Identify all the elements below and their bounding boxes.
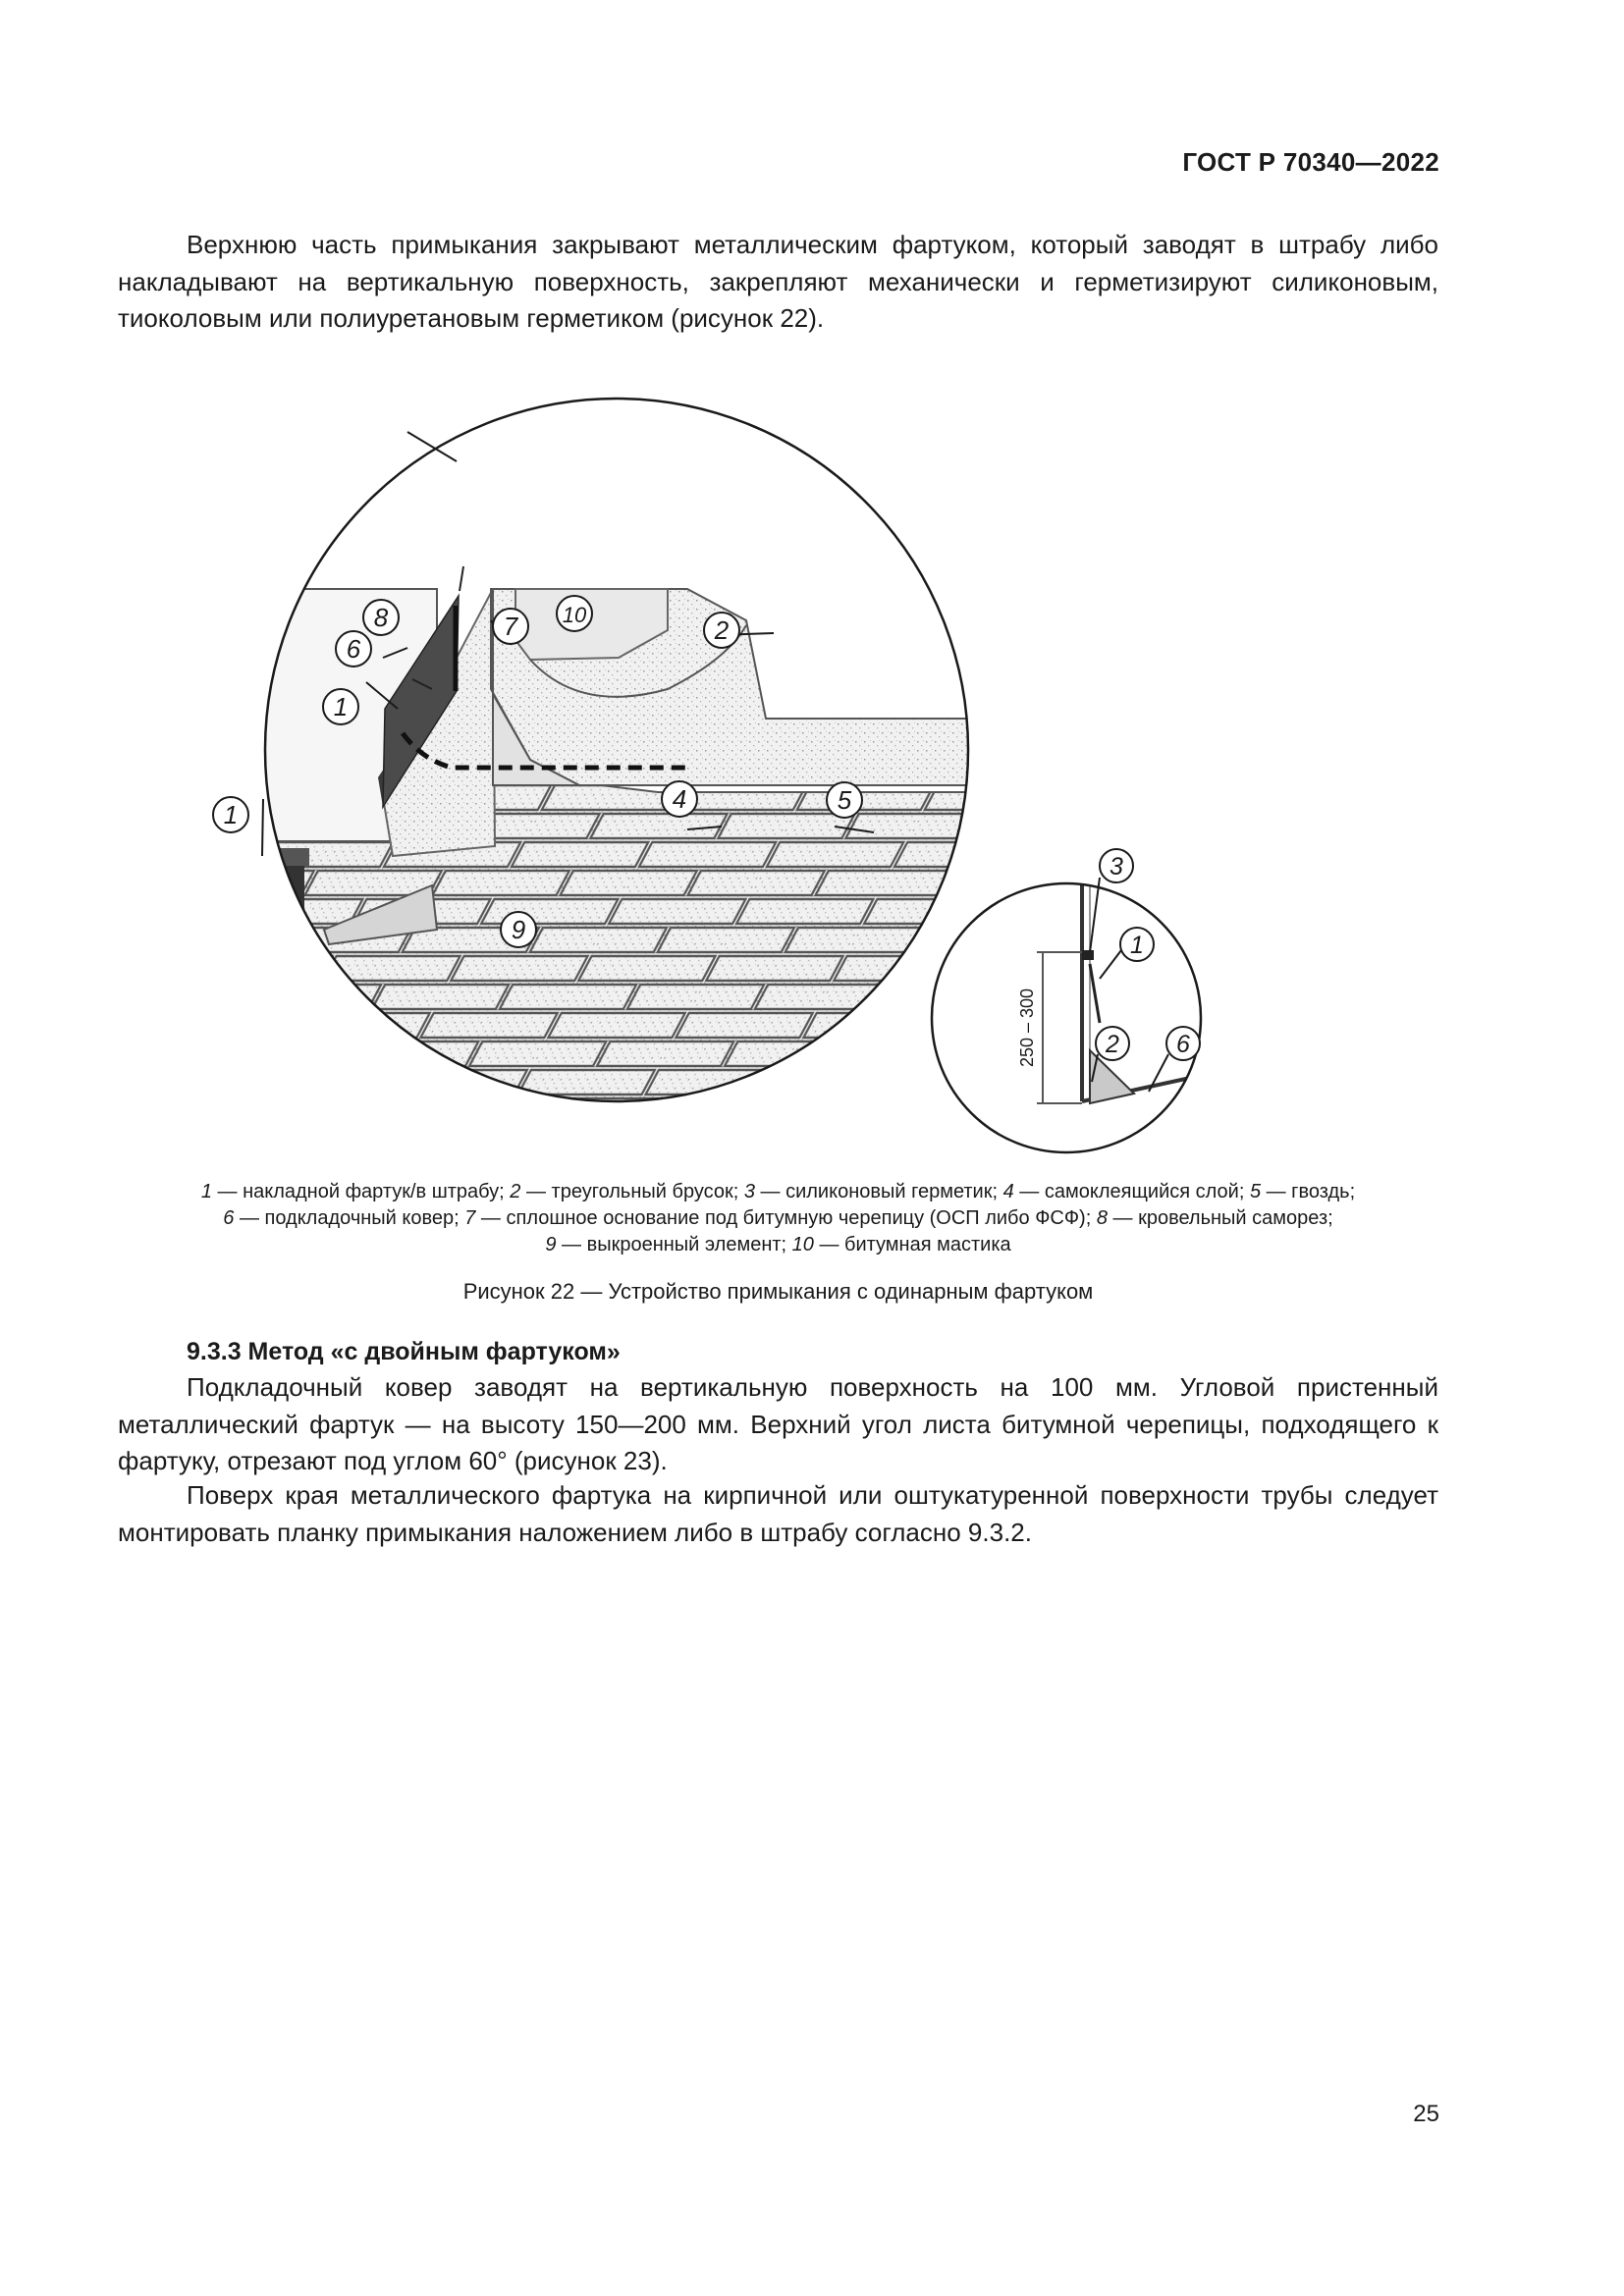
figure-drawing [223,395,1453,1150]
callout-1: 1 [223,800,239,829]
callout-2: 2 [714,615,730,645]
legend-number: 3 [743,1181,755,1202]
legend-number: 1 [200,1181,212,1202]
callout-9: 9 [511,915,526,944]
legend-text: — накладной фартук/в штрабу; [211,1181,511,1202]
callout-5: 5 [837,785,852,815]
inset-callout-1: 1 [1130,932,1144,959]
callout-6: 6 [346,634,361,664]
legend-text: — сплошное основание под битумную черепицу (ОСП либо ФСФ); [475,1207,1097,1229]
legend-number: 8 [1096,1207,1108,1229]
callout-10: 10 [562,603,587,627]
callout-4: 4 [672,784,687,814]
legend-text: — силиконовый герметик; [754,1181,1003,1202]
inset-section-view [923,849,1218,1170]
page-number: 25 [1413,2101,1439,2127]
legend-text: — гвоздь; [1261,1181,1356,1202]
legend-number: 10 [791,1234,814,1255]
intro-paragraph: Верхнюю часть примыкания закрывают металлическим фартуком, который заводят в штрабу либо накладывают на вертикальную поверхность, закрепляют механически и герметизируют силиконовым, тиоколовым или полиуретановым герметиком (рисунок 22). [118,230,1438,333]
figure-legend [118,1179,1438,1258]
main-detail-view [236,395,1021,1180]
callout-1: 1 [333,692,349,721]
legend-line-2 [118,1205,1438,1232]
inset-callout-2: 2 [1106,1031,1119,1058]
callout-8: 8 [373,603,389,632]
section-paragraph-2: Поверх края металлического фартука на кирпичной или оштукатуренной поверхности трубы следует монтировать планку примыкания наложением либо в штрабу согласно 9.3.2. [118,1480,1438,1547]
legend-text: — кровельный саморез; [1107,1207,1333,1229]
inset-dimension: 250 – 300 [1017,988,1037,1068]
legend-text: — подкладочный ковер; [234,1207,465,1229]
document-number: ГОСТ Р 70340—2022 [1182,147,1439,177]
legend-number: 7 [464,1207,476,1229]
legend-line-1 [118,1179,1438,1205]
legend-text: — самоклеящийся слой; [1013,1181,1250,1202]
legend-number: 6 [223,1207,235,1229]
legend-number: 5 [1249,1181,1262,1202]
section-paragraph-1: Подкладочный ковер заводят на вертикальную поверхность на 100 мм. Угловой пристенный металлический фартук — на высоту 150—200 мм. Верхний угол листа битумной черепицы, подходящего к фартуку, отрезают под углом 60° (рисунок 23). [118,1372,1438,1475]
figure-22 [223,395,1453,1150]
figure-title: Рисунок 22 — Устройство примыкания с одинарным фартуком [462,1279,1094,1304]
legend-line-3 [118,1232,1438,1258]
inset-callout-6: 6 [1176,1031,1190,1058]
inset-callout-3: 3 [1110,853,1123,881]
legend-number: 4 [1002,1181,1014,1202]
legend-number: 9 [545,1234,557,1255]
section-heading: 9.3.3 Метод «с двойным фартуком» [187,1338,621,1365]
legend-text: — выкроенный элемент; [556,1234,792,1255]
legend-text: — треугольный брусок; [520,1181,744,1202]
legend-text: — битумная мастика [813,1234,1011,1255]
callout-7: 7 [503,612,518,641]
legend-number: 2 [510,1181,521,1202]
